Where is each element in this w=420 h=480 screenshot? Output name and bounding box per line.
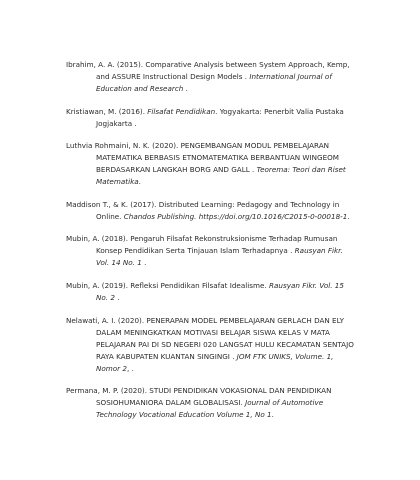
- reference-entry: Mubin, A. (2019). Refleksi Pendidikan Filsafat Idealisme. Rausyan Fikr. Vol. 15 No. 2 .: [66, 280, 344, 302]
- reference-entry: Permana, M. P. (2020). STUDI PENDIDIKAN VOKASIONAL DAN PENDIDIKAN SOSIOHUMANIORA DALAM GLOBALISASI. Journal of Automotive Technology Vocational Education Volume 1, No 1.: [66, 386, 332, 420]
- reference-entry: Maddison T., & K. (2017). Distributed Learning: Pedagogy and Technology in Online. Chandos Publishing. https://doi.org/10.1016/C2015-0-00018-1.: [66, 199, 350, 221]
- reference-entry: Luthvia Rohmaini, N. K. (2020). PENGEMBANGAN MODUL PEMBELAJARAN MATEMATIKA BERBASIS ETNOMATEMATIKA BERBANTUAN WINGEOM BERDASARKAN LANGKAH BORG AND GALL . Teorema: Teori dan Riset Matematika.: [66, 141, 346, 187]
- reference-entry: Nelawati, A. I. (2020). PENERAPAN MODEL PEMBELAJARAN GERLACH DAN ELY DALAM MENINGKATKAN MOTIVASI BELAJAR SISWA KELAS V MATA PELAJARAN PAI DI SD NEGERI 020 LANGSAT HULU KECAMATAN SENTAJO RAYA KABUPATEN KUANTAN SINGINGI . JOM FTK UNIKS, Volume. 1, Nomor 2, .: [66, 315, 354, 373]
- reference-entry: Kristiawan, M. (2016). Filsafat Pendidikan. Yogyakarta: Penerbit Valia Pustaka Jogjakarta .: [66, 106, 344, 128]
- reference-entry: Mubin, A. (2018). Pengaruh Filsafat Rekonstruksionisme Terhadap Rumusan Konsep Pendidikan Serta Tinjauan Islam Terhadapnya . Rausyan Fikr. Vol. 14 No. 1 .: [66, 234, 343, 268]
- reference-list: [66, 59, 356, 432]
- reference-entry: Ibrahim, A. A. (2015). Comparative Analysis between System Approach, Kemp, and ASSURE Instructional Design Models . International Journal of Education and Research .: [66, 60, 350, 93]
